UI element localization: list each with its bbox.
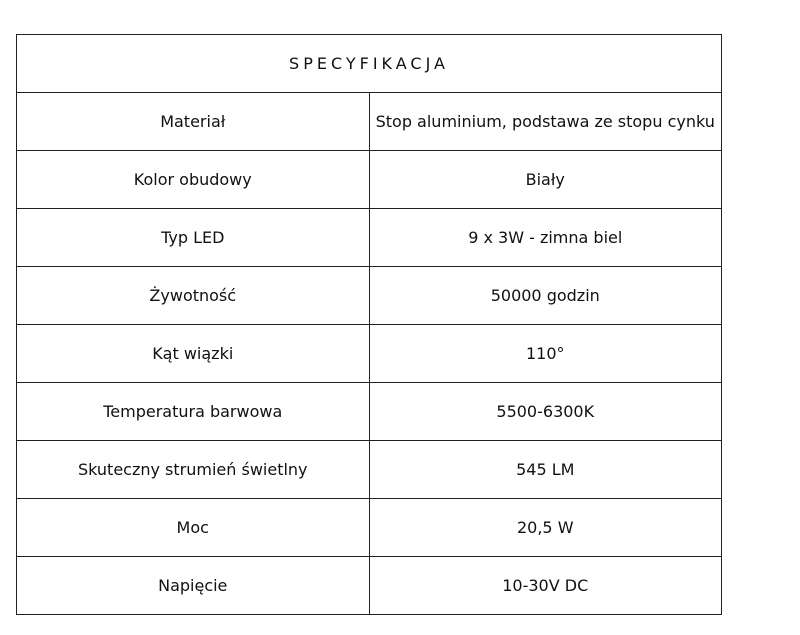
- spec-value: Biały: [369, 151, 722, 209]
- spec-value: 110°: [369, 325, 722, 383]
- spec-label: Żywotność: [17, 267, 370, 325]
- spec-label: Skuteczny strumień świetlny: [17, 441, 370, 499]
- spec-label: Temperatura barwowa: [17, 383, 370, 441]
- spec-value: 10-30V DC: [369, 557, 722, 615]
- table-row: [17, 441, 722, 499]
- table-header-row: [17, 35, 722, 93]
- spec-value: 5500-6300K: [369, 383, 722, 441]
- spec-label: Kąt wiązki: [17, 325, 370, 383]
- spec-value: 50000 godzin: [369, 267, 722, 325]
- spec-label: Moc: [17, 499, 370, 557]
- specification-table: [16, 34, 722, 615]
- table-row: [17, 557, 722, 615]
- table-row: [17, 267, 722, 325]
- table-row: [17, 151, 722, 209]
- spec-label: Napięcie: [17, 557, 370, 615]
- table-row: [17, 209, 722, 267]
- spec-value: 545 LM: [369, 441, 722, 499]
- spec-label: Kolor obudowy: [17, 151, 370, 209]
- spec-label: Typ LED: [17, 209, 370, 267]
- table-row: [17, 93, 722, 151]
- table-row: [17, 383, 722, 441]
- table-title: SPECYFIKACJA: [17, 35, 722, 93]
- table-row: [17, 499, 722, 557]
- spec-value: 20,5 W: [369, 499, 722, 557]
- table-row: [17, 325, 722, 383]
- spec-label: Materiał: [17, 93, 370, 151]
- spec-value: 9 x 3W - zimna biel: [369, 209, 722, 267]
- spec-value: Stop aluminium, podstawa ze stopu cynku: [369, 93, 722, 151]
